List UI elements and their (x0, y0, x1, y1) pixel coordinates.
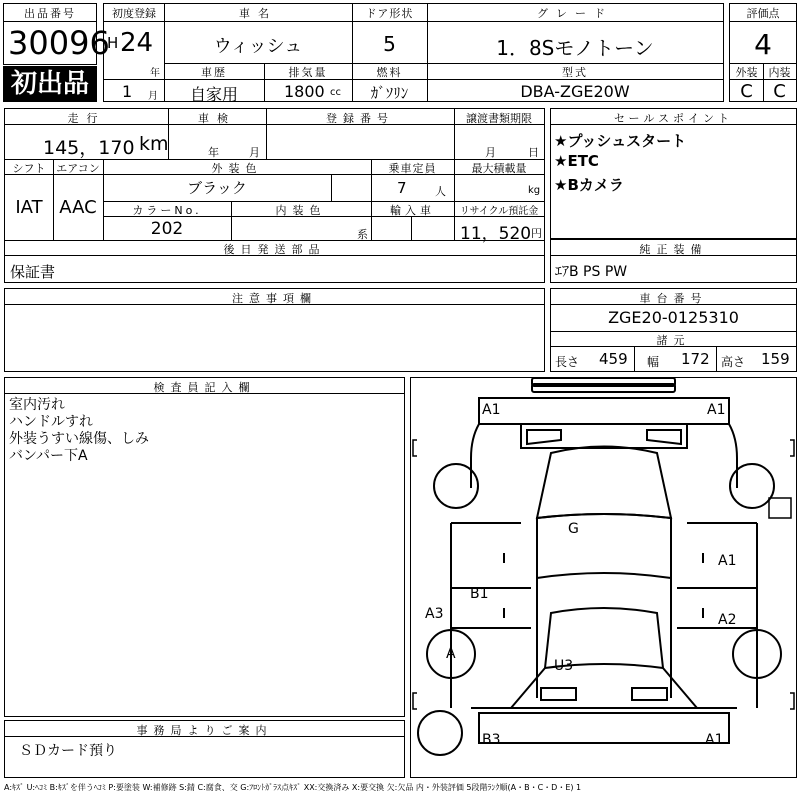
fuel-label: 燃料 (376, 66, 403, 79)
mark-left-rear: A3 (425, 606, 444, 622)
grade-label: グレード (537, 7, 613, 20)
later-parts-label: 後日発送部品 (223, 243, 326, 256)
mark-roof-rear: U3 (554, 658, 574, 674)
plate-label: 登録番号 (326, 112, 394, 125)
displacement-label: 排気量 (288, 66, 328, 79)
chassis-box (550, 288, 797, 372)
score: 4 (754, 28, 772, 61)
int-color-unit: 系 (357, 228, 368, 241)
inspection-label: 車検 (198, 112, 236, 125)
displacement-unit: cc (330, 87, 341, 98)
sales-point: ★ETC (554, 152, 599, 170)
office-value: ＳＤカード預り (19, 743, 117, 759)
mark-rear-left: B3 (482, 732, 501, 748)
lot-label: 出品番号 (24, 7, 76, 20)
lot-number: 30096 (8, 24, 110, 62)
capacity-unit: 人 (435, 185, 446, 198)
mark-right-rear: A2 (718, 612, 737, 628)
mark-hood: G (568, 521, 579, 537)
history-label: 車歴 (201, 66, 227, 79)
caution-label: 注意事項欄 (232, 292, 317, 305)
insp-year-unit: 年 (208, 146, 219, 159)
car-name: ウィッシュ (213, 36, 303, 57)
sales-point: ★プッシュスタート (554, 132, 687, 150)
transfer-label: 譲渡書類期限 (466, 112, 532, 125)
equipment-box (550, 239, 797, 283)
inspector-note: 室内汚れ (9, 397, 65, 413)
mileage-unit: km (139, 133, 169, 155)
shift-label: シフト (12, 162, 46, 175)
recycle: 11，520 (460, 224, 532, 244)
mark-front-right: A1 (707, 402, 726, 418)
details-table (4, 108, 545, 283)
insp-month-unit: 月 (249, 146, 260, 159)
doors-label: ドア形状 (365, 7, 414, 20)
inspector-box (4, 377, 405, 717)
office-box (4, 720, 405, 778)
color: ブラック (187, 179, 247, 197)
car-name-label: 車名 (239, 7, 277, 20)
car-diagram (410, 377, 797, 778)
first-reg-label: 初度登録 (112, 7, 156, 20)
exterior-grade: C (740, 81, 753, 102)
length-label: 長さ (555, 355, 580, 369)
chassis-number: ZGE20-0125310 (608, 308, 739, 327)
mileage-label: 走行 (67, 112, 106, 125)
interior-label: 内装 (768, 66, 791, 79)
first-reg-year: 24 (120, 28, 154, 58)
inspector-note: ハンドルすれ (9, 414, 93, 430)
inspector-label: 検査員記入欄 (153, 381, 256, 394)
lot-box (3, 3, 110, 65)
capacity-label: 乗車定員 (388, 162, 437, 175)
displacement: 1800 (284, 82, 325, 101)
load-label: 最大積載量 (471, 162, 527, 175)
load-unit: kg (528, 185, 541, 196)
caution-box (4, 288, 545, 372)
dims-label: 諸元 (656, 334, 691, 347)
mileage: 145，170 (43, 137, 135, 159)
sales-box (550, 108, 797, 239)
ac-label: エアコン (56, 162, 100, 175)
color-label: 外装色 (211, 162, 263, 175)
equipment-label: 純正装備 (639, 243, 708, 256)
header-table (103, 3, 724, 102)
width-label: 幅 (647, 355, 660, 369)
shift: IAT (15, 197, 43, 218)
first-listing-text: 初出品 (10, 69, 89, 99)
interior-grade: C (773, 81, 786, 102)
model: DBA-ZGE20W (520, 82, 630, 101)
score-box (729, 3, 797, 102)
later-parts: 保証書 (10, 263, 56, 281)
chassis-label: 車台番号 (639, 292, 708, 305)
exterior-label: 外装 (735, 66, 758, 79)
legend: A:ｷｽﾞ U:ﾍｺﾐ B:ｷｽﾞを伴うﾍｺﾐ P:要塗装 W:補修跡 S:錆 C:腐食、交 G:ﾌﾛﾝﾄｶﾞﾗｽ点ｷｽﾞ XX:交換済み X:要交換 欠:欠品 内・外装評価 5段階ﾗﾝｸ順(A・B・C・D・E) 1 (4, 783, 582, 792)
ac: AAC (59, 197, 97, 218)
recycle-unit: 円 (531, 227, 542, 240)
import-label: 輸入車 (390, 204, 435, 217)
car-outline-svg (411, 378, 796, 777)
model-label: 型式 (562, 66, 588, 79)
mark-left-mid: B1 (470, 586, 489, 602)
sales-label: セールスポイント (613, 112, 733, 125)
office-label: 事務局よりご案内 (136, 724, 273, 737)
first-reg-month: 1 (122, 82, 133, 101)
mark-right-front-door: A1 (718, 553, 737, 569)
height: 159 (761, 350, 790, 368)
int-color-label: 内装色 (275, 204, 327, 217)
mark-left-wheel: A (446, 646, 456, 662)
grade: 1．8Sモノトーン (496, 36, 654, 60)
doors: 5 (383, 32, 396, 56)
height-label: 高さ (721, 355, 746, 369)
transfer-day-unit: 日 (528, 146, 539, 159)
capacity: 7 (397, 179, 407, 197)
color-no: 202 (150, 219, 184, 239)
first-listing-badge (3, 66, 97, 102)
mark-front-left: A1 (482, 402, 501, 418)
era: H (107, 34, 119, 52)
month-unit: 月 (148, 91, 158, 102)
length: 459 (599, 350, 628, 368)
width: 172 (681, 350, 710, 368)
equipment-value: ｴｱB PS PW (555, 264, 628, 280)
fuel: ｶﾞｿﾘﾝ (370, 84, 409, 102)
mark-rear-right: A1 (705, 732, 724, 748)
inspector-note: バンパー下A (9, 448, 88, 464)
sales-point: ★Bカメラ (554, 176, 624, 194)
inspector-note: 外装うすい線傷、しみ (9, 431, 149, 447)
score-label: 評価点 (746, 7, 780, 20)
color-no-label: カラーNo. (132, 204, 202, 217)
recycle-label: リサイクル預託金 (459, 206, 539, 217)
history: 自家用 (189, 85, 238, 104)
year-unit: 年 (150, 68, 160, 79)
transfer-month-unit: 月 (485, 146, 496, 159)
